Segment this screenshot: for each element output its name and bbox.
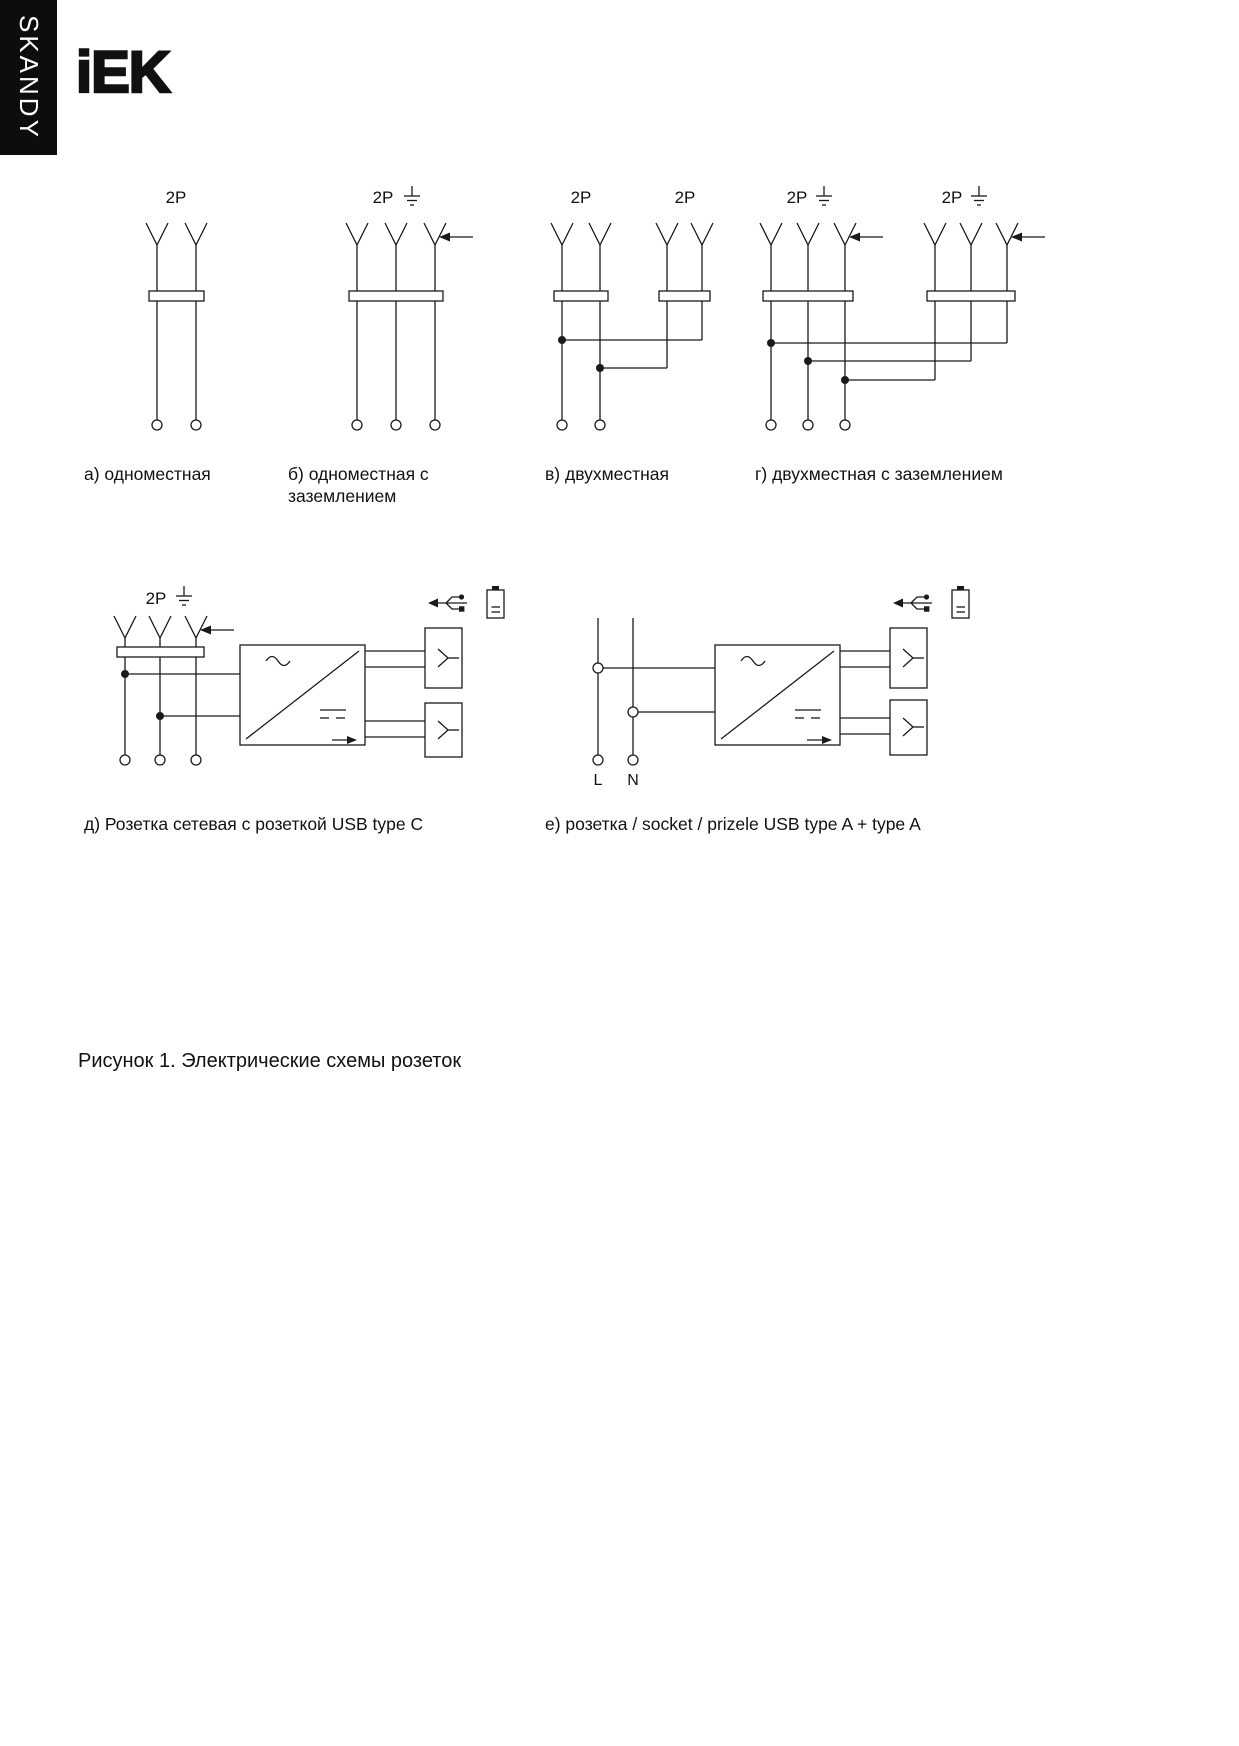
bottom-terminals	[766, 420, 850, 430]
terminal-block-left	[554, 291, 608, 301]
earth-ground-icon-left	[816, 186, 832, 205]
junction-dots	[121, 670, 164, 720]
wires	[562, 245, 702, 420]
usb-icon	[893, 594, 932, 611]
earth-pin-arrow	[200, 626, 234, 635]
bottom-terminals	[120, 755, 201, 765]
bottom-terminals	[557, 420, 605, 430]
terminal-block-right	[927, 291, 1015, 301]
socket-contact-icon	[146, 223, 207, 245]
series-tab	[0, 0, 57, 155]
pole-label: 2P	[145, 589, 167, 608]
socket-contact-icon	[760, 223, 1018, 245]
pole-label-right: 2P	[674, 188, 696, 207]
pole-label-right: 2P	[941, 188, 963, 207]
diagram-caption-line1: б) одноместная с	[288, 464, 429, 484]
wires	[771, 245, 1007, 420]
diagram-caption: г) двухместная с заземлением	[755, 464, 1003, 484]
terminal-block-right	[659, 291, 710, 301]
wires	[125, 638, 240, 755]
battery-charge-icon	[952, 586, 969, 618]
output-wires	[365, 651, 425, 737]
terminal-label-l: L	[593, 772, 603, 789]
ac-sine-icon	[741, 657, 765, 666]
iek-logo: iEK	[76, 40, 170, 105]
diagram-caption: в) двухместная	[545, 464, 670, 484]
diagram-caption: а) одноместная	[84, 464, 211, 484]
diagram-g-double-socket-earthed	[750, 178, 1070, 510]
earth-ground-icon	[176, 586, 192, 605]
usb-outlet-bottom	[425, 703, 462, 757]
pole-label-left: 2P	[570, 188, 592, 207]
pole-label-left: 2P	[786, 188, 808, 207]
diagram-caption: е) розетка / socket / prizele USB type A + type A	[545, 814, 921, 834]
diagram-b-single-socket-earthed	[285, 178, 485, 510]
terminal-block	[117, 647, 204, 657]
bottom-terminals	[352, 420, 440, 430]
tap-terminals	[593, 663, 638, 717]
bottom-terminals	[152, 420, 201, 430]
ac-dc-converter	[715, 645, 840, 745]
earth-pin-arrow	[439, 233, 473, 242]
socket-contact-icon	[114, 616, 207, 638]
diagram-d-socket-usb-c	[80, 560, 520, 850]
diagram-e-socket-usb-a	[540, 560, 1000, 850]
wires	[357, 245, 435, 420]
diagram-v-double-socket	[540, 178, 725, 510]
socket-contact-icon	[438, 721, 459, 739]
output-wires	[840, 651, 890, 734]
pole-label: 2P	[372, 188, 394, 207]
terminal-block-left	[763, 291, 853, 301]
ac-sine-icon	[266, 657, 290, 666]
bottom-terminals	[593, 755, 638, 765]
diagram-caption-line2: заземлением	[288, 486, 397, 506]
socket-contact-icon	[438, 649, 459, 667]
earth-pin-arrow-left	[849, 233, 883, 242]
earth-ground-icon	[404, 186, 420, 205]
usb-outlet-bottom	[890, 700, 927, 755]
diagram-a-single-socket	[84, 178, 230, 510]
socket-contact-icon	[903, 649, 924, 667]
wires	[157, 245, 196, 420]
series-tab-label: SKANDY	[14, 15, 44, 140]
earth-ground-icon-right	[971, 186, 987, 205]
usb-outlet-top	[890, 628, 927, 688]
usb-icon	[428, 594, 467, 611]
diagram-caption: д) Розетка сетевая с розеткой USB type C	[84, 814, 424, 834]
socket-contact-icon	[551, 223, 713, 245]
battery-charge-icon	[487, 586, 504, 618]
wires	[598, 618, 715, 755]
pole-label: 2P	[165, 188, 187, 207]
usb-outlet-top	[425, 628, 462, 688]
earth-pin-arrow-right	[1011, 233, 1045, 242]
junction-dots	[558, 336, 604, 372]
socket-contact-icon	[346, 223, 446, 245]
terminal-block	[349, 291, 443, 301]
ac-dc-converter	[240, 645, 365, 745]
figure-caption: Рисунок 1. Электрические схемы розеток	[78, 1050, 462, 1072]
terminal-label-n: N	[627, 772, 639, 789]
terminal-block	[149, 291, 204, 301]
socket-contact-icon	[903, 718, 924, 736]
